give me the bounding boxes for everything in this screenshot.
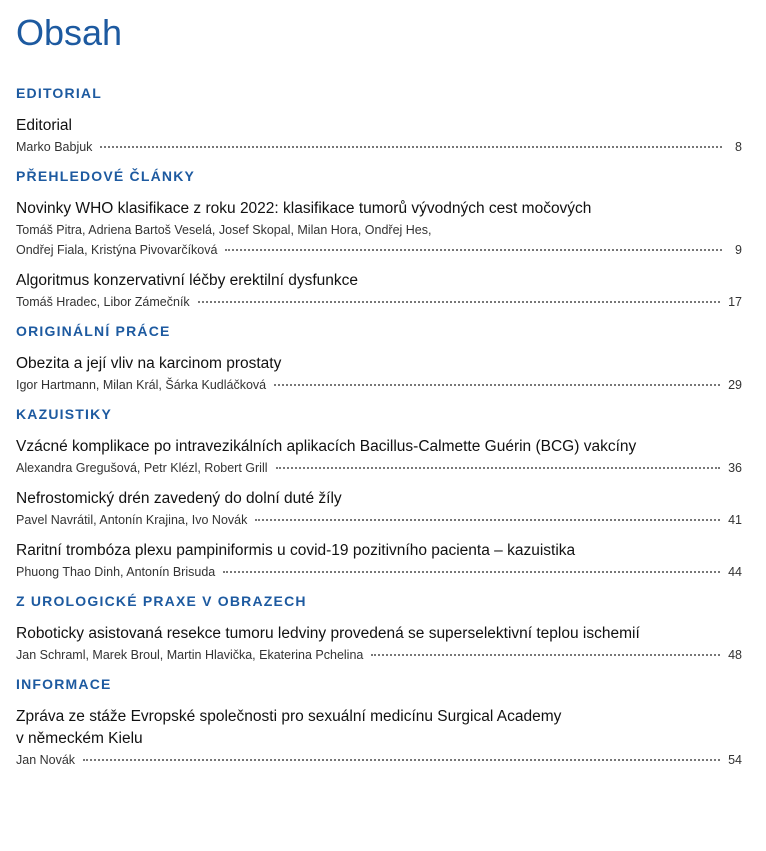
page-number[interactable]: 44 [728, 565, 742, 579]
author-page-line [16, 750, 742, 770]
section-heading: EDITORIAL [16, 85, 102, 101]
toc-list [16, 84, 742, 780]
toc-entry[interactable] [16, 198, 742, 260]
section-heading: KAZUISTIKY [16, 406, 112, 422]
author-page-line [16, 458, 742, 478]
article-authors: Igor Hartmann, Milan Král, Šárka Kudláčková [16, 378, 267, 392]
dot-leader [83, 759, 720, 761]
author-page-line [16, 562, 742, 582]
article-authors-line: Tomáš Pitra, Adriena Bartoš Veselá, Josef Skopal, Milan Hora, Ondřej Hes, [16, 223, 432, 237]
page-number[interactable]: 29 [728, 378, 742, 392]
section-heading: INFORMACE [16, 676, 112, 692]
article-title[interactable]: Obezita a její vliv na karcinom prostaty [16, 355, 282, 372]
article-authors: Phuong Thao Dinh, Antonín Brisuda [16, 565, 216, 579]
dot-leader [225, 249, 722, 251]
page-number[interactable]: 54 [728, 753, 742, 767]
page-title: Obsah [16, 12, 123, 53]
article-authors: Alexandra Gregušová, Petr Klézl, Robert Grill [16, 461, 268, 475]
dot-leader [276, 467, 721, 469]
article-authors: Tomáš Hradec, Libor Zámečník [16, 295, 190, 309]
section-heading: Z UROLOGICKÉ PRAXE V OBRAZECH [16, 593, 307, 609]
article-title[interactable]: Algoritmus konzervativní léčby erektilní dysfunkce [16, 272, 359, 289]
article-authors: Jan Novák [16, 753, 76, 767]
article-authors: Marko Babjuk [16, 140, 93, 154]
author-page-line [16, 292, 742, 312]
article-title[interactable]: Vzácné komplikace po intravezikálních aplikacích Bacillus-Calmette Guérin (BCG) vakcíny [16, 438, 637, 455]
toc-section [16, 322, 742, 395]
toc-entry[interactable] [16, 353, 742, 395]
page-number[interactable]: 36 [728, 461, 742, 475]
article-authors: Pavel Navrátil, Antonín Krajina, Ivo Novák [16, 513, 248, 527]
dot-leader [100, 146, 722, 148]
page-number[interactable]: 41 [728, 513, 742, 527]
author-page-line [16, 645, 742, 665]
page-number[interactable]: 17 [728, 295, 742, 309]
toc-section [16, 592, 742, 665]
page-number[interactable]: 9 [735, 243, 742, 257]
section-heading: ORIGINÁLNÍ PRÁCE [16, 323, 171, 339]
author-page-line [16, 240, 742, 260]
toc-entry[interactable] [16, 436, 742, 478]
toc-entry[interactable] [16, 488, 742, 530]
toc-section [16, 405, 742, 582]
author-page-line [16, 510, 742, 530]
dot-leader [198, 301, 720, 303]
dot-leader [371, 654, 720, 656]
toc-entry[interactable] [16, 270, 742, 312]
page-number[interactable]: 8 [735, 140, 742, 154]
article-authors: Ondřej Fiala, Kristýna Pivovarčíková [16, 243, 218, 257]
author-page-line [16, 137, 742, 157]
toc-entry[interactable] [16, 540, 742, 582]
article-title[interactable]: Roboticky asistovaná resekce tumoru ledviny provedená se superselektivní teplou ischemií [16, 625, 640, 642]
article-title[interactable]: Nefrostomický drén zavedený do dolní duté žíly [16, 490, 342, 507]
toc-section [16, 84, 742, 157]
article-title[interactable]: Zpráva ze stáže Evropské společnosti pro sexuální medicínu Surgical Academy v německém Kielu [16, 708, 562, 747]
article-title[interactable]: Raritní trombóza plexu pampiniformis u covid-19 pozitivního pacienta – kazuistika [16, 542, 576, 559]
article-authors: Jan Schraml, Marek Broul, Martin Hlavička, Ekaterina Pchelina [16, 648, 364, 662]
dot-leader [223, 571, 720, 573]
dot-leader [274, 384, 720, 386]
article-title[interactable]: Novinky WHO klasifikace z roku 2022: klasifikace tumorů vývodných cest močových [16, 200, 592, 217]
author-page-line [16, 375, 742, 395]
toc-section [16, 675, 742, 770]
toc-entry[interactable] [16, 623, 742, 665]
article-title[interactable]: Editorial [16, 117, 72, 134]
toc-section [16, 167, 742, 312]
dot-leader [255, 519, 720, 521]
section-heading: PŘEHLEDOVÉ ČLÁNKY [16, 168, 196, 184]
page-number[interactable]: 48 [728, 648, 742, 662]
toc-entry[interactable] [16, 706, 742, 770]
toc-entry[interactable] [16, 115, 742, 157]
